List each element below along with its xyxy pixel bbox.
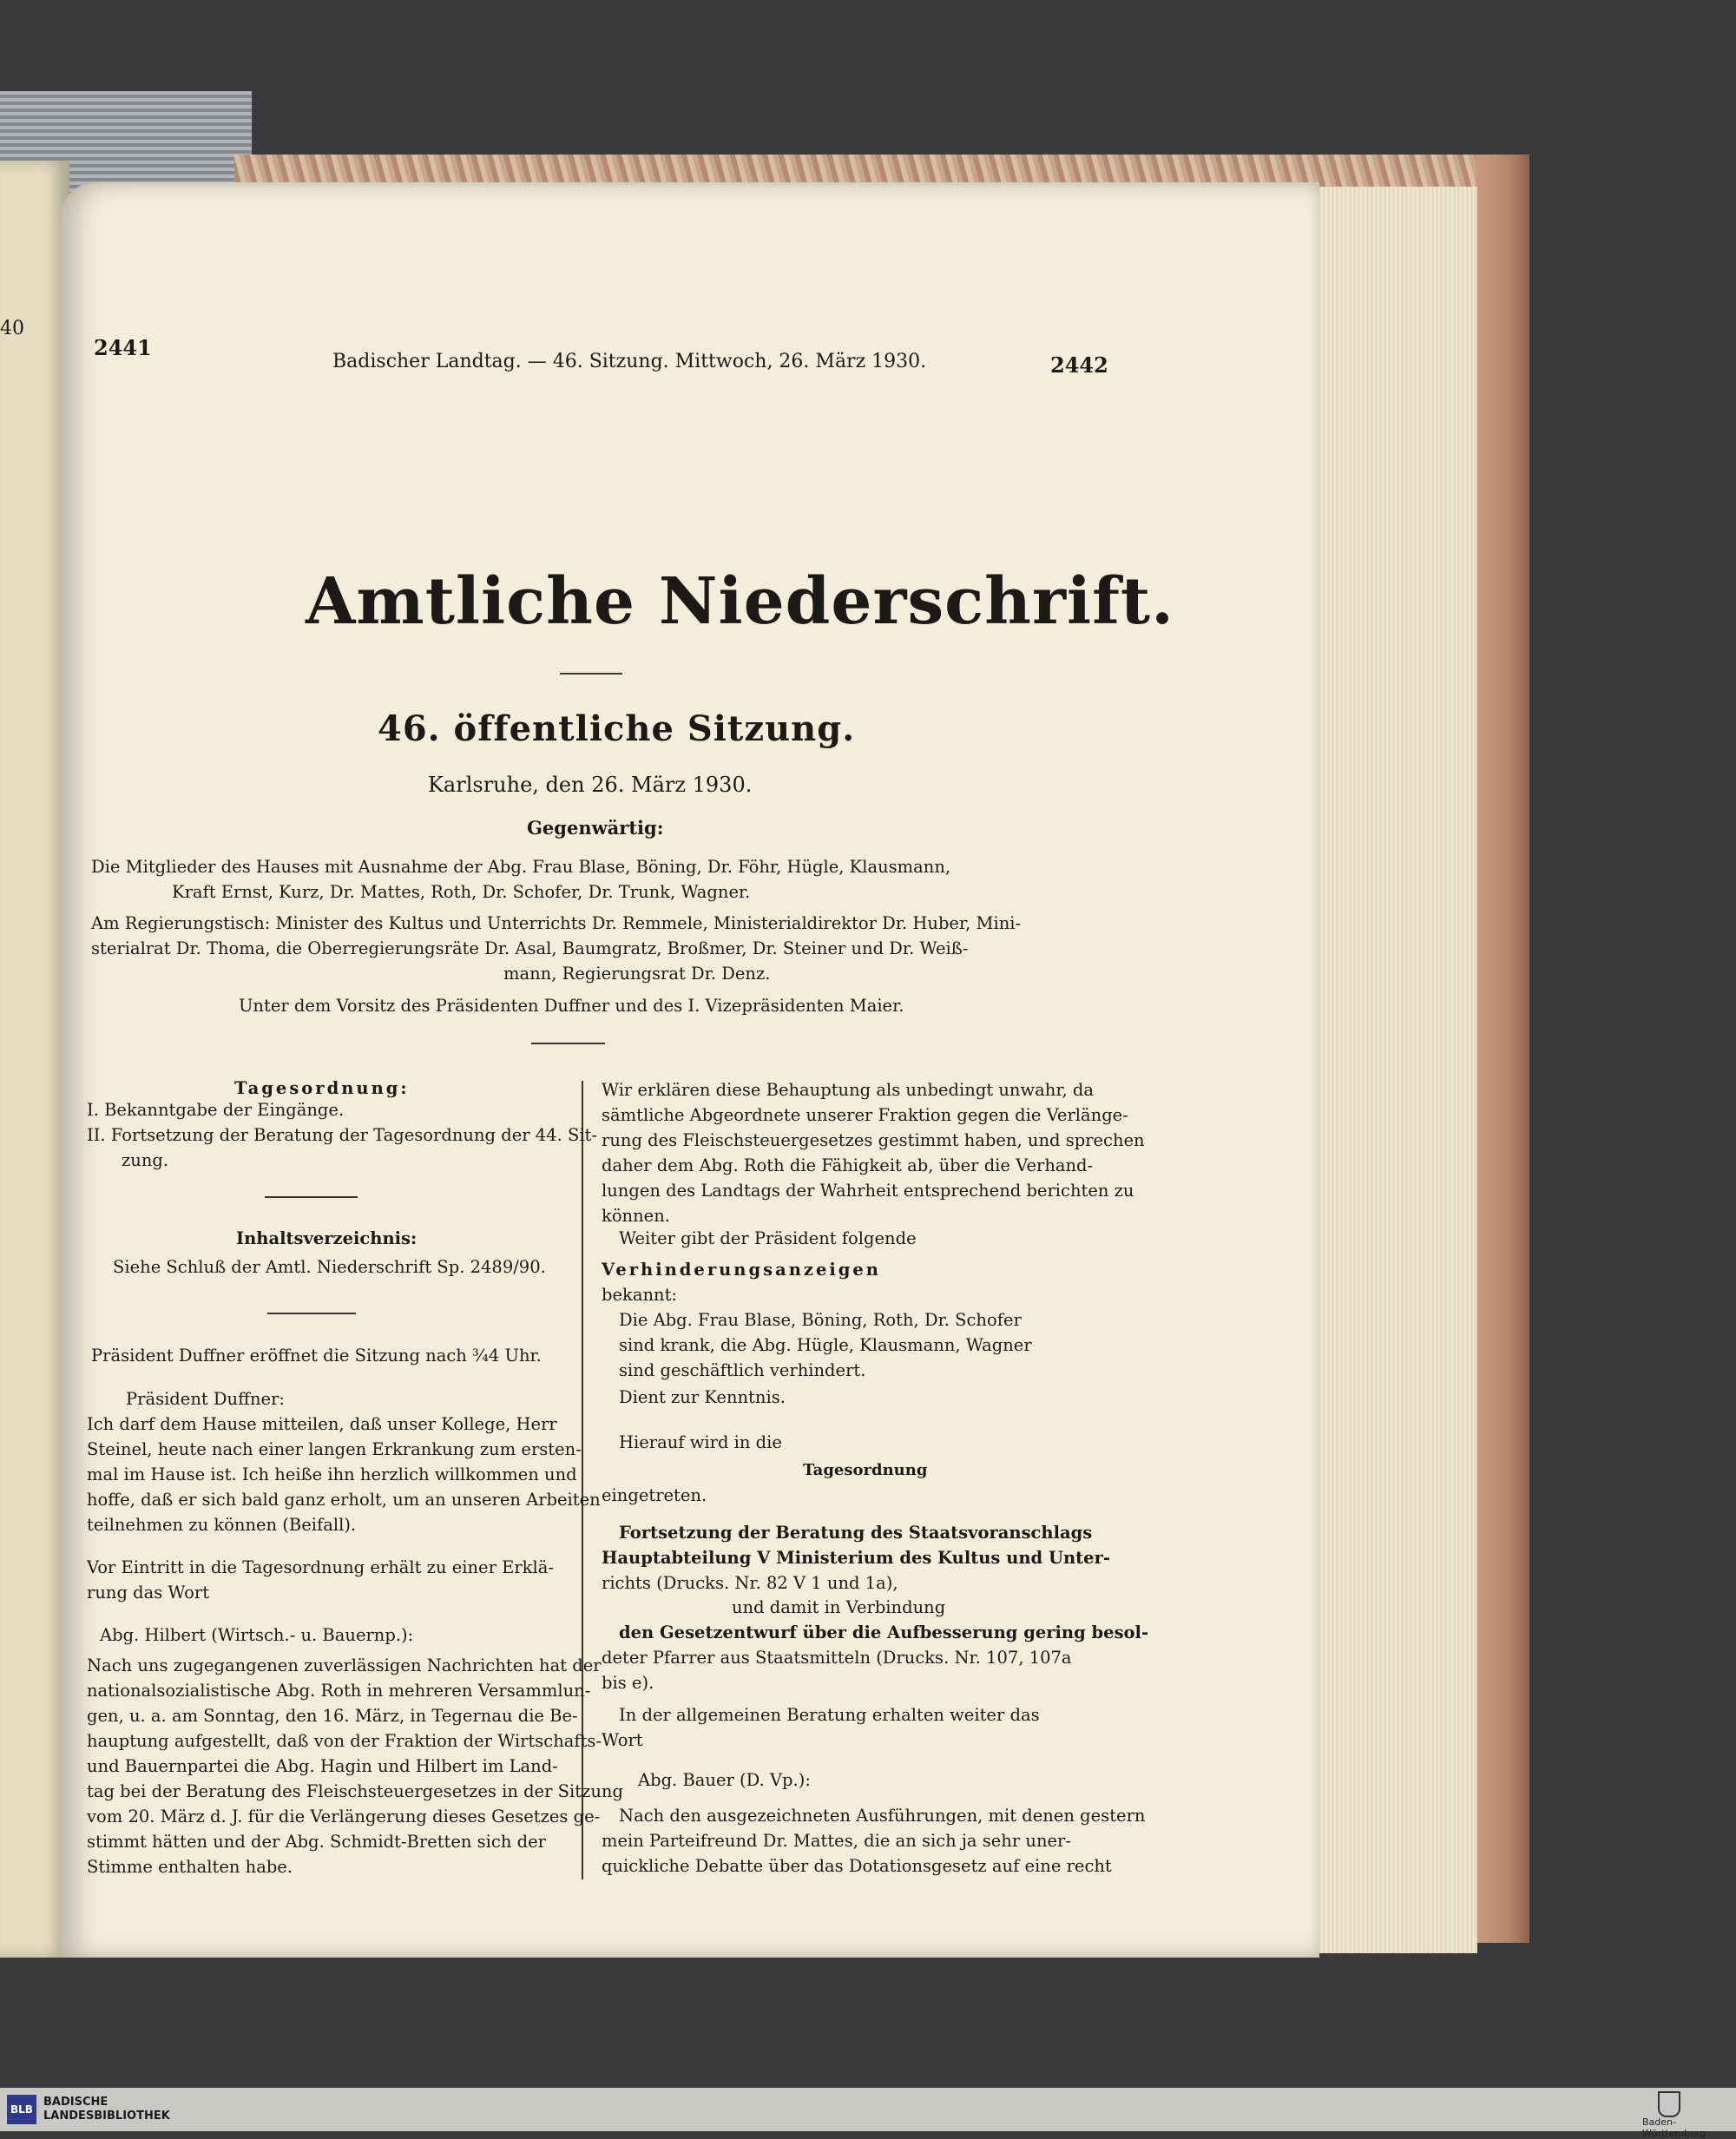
library-name-line-2: LANDESBIBLIOTHEK	[43, 2109, 170, 2123]
opening-line: Präsident Duffner eröffnet die Sitzung nach ¾4 Uhr.	[91, 1346, 542, 1366]
title-rule	[560, 673, 622, 675]
section-rule	[531, 1043, 605, 1044]
budget-line-2: Hauptabteilung V Ministerium des Kultus und Unter-	[602, 1548, 1110, 1568]
place-date: Karlsruhe, den 26. März 1930.	[428, 773, 753, 797]
reply-line-2: sämtliche Abgeordnete unserer Fraktion gegen die Verlänge-	[602, 1105, 1128, 1125]
absence-line-4: sind geschäftlich verhindert.	[619, 1360, 866, 1380]
page-block-edge	[1311, 187, 1477, 1953]
state-crest-icon	[1658, 2091, 1680, 2117]
budget-line-1: Fortsetzung der Beratung des Staatsvoranschlags	[619, 1523, 1093, 1543]
agenda-word: Tagesordnung	[803, 1461, 928, 1479]
bill-line-1: den Gesetzentwurf über die Aufbesserung gering besol-	[619, 1622, 1149, 1642]
hilbert-line-7: vom 20. März d. J. für die Verlängerung dieses Gesetzes ge-	[87, 1807, 601, 1826]
absence-heading: Verhinderungsanzeigen	[602, 1260, 881, 1280]
hilbert-line-6: tag bei der Beratung des Fleischsteuergesetzes in der Sitzung	[87, 1781, 623, 1801]
hilbert-line-2: nationalsozialistische Abg. Roth in mehreren Versammlun-	[87, 1681, 591, 1701]
president-label: Präsident Duffner:	[126, 1389, 285, 1409]
connection-line: und damit in Verbindung	[732, 1597, 946, 1617]
president-line-3: mal im Hause ist. Ich heiße ihn herzlich willkommen und	[87, 1464, 577, 1484]
general-line-1: In der allgemeinen Beratung erhalten weiter das	[619, 1705, 1040, 1725]
right-page-number: 2442	[1050, 352, 1108, 378]
bill-line-2: deter Pfarrer aus Staatsmitteln (Drucks. Nr. 107, 107a	[602, 1648, 1072, 1668]
agenda-heading: Tagesordnung:	[234, 1078, 410, 1098]
chair-line: Unter dem Vorsitz des Präsidenten Duffner und des I. Vizepräsidenten Maier.	[239, 996, 904, 1016]
bauer-line-1: Nach den ausgezeichneten Ausführungen, mit denen gestern	[619, 1806, 1146, 1826]
session-title: 46. öffentliche Sitzung.	[378, 708, 856, 749]
agenda-line-3: zung.	[122, 1150, 169, 1170]
library-name	[43, 2096, 170, 2123]
president-notice: Weiter gibt der Präsident folgende	[619, 1228, 917, 1248]
bauer-line-3: quickliche Debatte über das Dotationsgesetz auf eine recht	[602, 1856, 1112, 1876]
government-line-1: Am Regierungstisch: Minister des Kultus und Unterrichts Dr. Remmele, Ministerialdirektor Dr. Huber, Mini-	[91, 913, 1022, 933]
president-line-5: teilnehmen zu können (Beifall).	[87, 1515, 357, 1535]
reply-line-3: rung des Fleischsteuergesetzes gestimmt haben, und sprechen	[602, 1130, 1145, 1150]
agenda-line-2: II. Fortsetzung der Beratung der Tagesordnung der 44. Sit-	[87, 1125, 597, 1145]
reply-line-6: können.	[602, 1206, 670, 1226]
viewer-footer	[0, 2088, 1736, 2139]
agenda-line-1: I. Bekanntgabe der Eingänge.	[87, 1100, 345, 1120]
contents-line: Siehe Schluß der Amtl. Niederschrift Sp. 2489/90.	[113, 1257, 546, 1277]
agenda-rule	[265, 1196, 358, 1198]
contents-heading: Inhaltsverzeichnis:	[236, 1228, 418, 1248]
government-line-2: sterialrat Dr. Thoma, die Oberregierungsräte Dr. Asal, Baumgratz, Broßmer, Dr. Steiner und Dr. Weiß-	[91, 938, 969, 958]
blb-logo-icon[interactable]: BLB	[7, 2095, 36, 2124]
left-margin-fragment: 40	[0, 318, 24, 339]
hilbert-line-4: hauptung aufgestellt, daß von der Fraktion der Wirtschafts-	[87, 1731, 602, 1751]
absence-line-2: Die Abg. Frau Blase, Böning, Roth, Dr. Schofer	[619, 1310, 1022, 1330]
bauer-label: Abg. Bauer (D. Vp.):	[638, 1770, 811, 1790]
president-line-1: Ich darf dem Hause mitteilen, daß unser Kollege, Herr	[87, 1414, 557, 1434]
noted-line: Dient zur Kenntnis.	[619, 1387, 786, 1407]
library-name-line-1: BADISCHE	[43, 2096, 108, 2109]
enter-line: Hierauf wird in die	[619, 1432, 782, 1452]
hilbert-line-3: gen, u. a. am Sonntag, den 16. März, in Tegernau die Be-	[87, 1706, 578, 1726]
absence-line-1: bekannt:	[602, 1285, 677, 1305]
reply-line-1: Wir erklären diese Behauptung als unbedingt unwahr, da	[602, 1080, 1095, 1100]
reply-line-5: lungen des Landtags der Wahrheit entsprechend berichten zu	[602, 1181, 1134, 1201]
column-divider	[582, 1081, 583, 1879]
budget-line-3: richts (Drucks. Nr. 82 V 1 und 1a),	[602, 1573, 898, 1593]
reply-line-4: daher dem Abg. Roth die Fähigkeit ab, über die Verhand-	[602, 1155, 1094, 1175]
left-page-number: 2441	[94, 335, 152, 360]
bauer-line-2: mein Parteifreund Dr. Mattes, die an sich ja sehr uner-	[602, 1831, 1071, 1851]
declaration-line-2: rung das Wort	[87, 1583, 210, 1603]
absence-line-3: sind krank, die Abg. Hügle, Klausmann, Wagner	[619, 1335, 1032, 1355]
president-line-2: Steinel, heute nach einer langen Erkrankung zum ersten-	[87, 1439, 582, 1459]
bill-line-3: bis e).	[602, 1673, 654, 1693]
declaration-line-1: Vor Eintritt in die Tagesordnung erhält zu einer Erklä-	[87, 1557, 554, 1577]
members-line-2: Kraft Ernst, Kurz, Dr. Mattes, Roth, Dr. Schofer, Dr. Trunk, Wagner.	[172, 882, 751, 902]
hilbert-line-1: Nach uns zugegangenen zuverlässigen Nachrichten hat der	[87, 1655, 602, 1675]
left-page-edge	[0, 161, 69, 1958]
hilbert-line-9: Stimme enthalten habe.	[87, 1857, 293, 1877]
book-cover-right	[1476, 155, 1529, 1943]
general-line-2: Wort	[602, 1730, 643, 1750]
hilbert-line-5: und Bauernpartei die Abg. Hagin und Hilbert im Land-	[87, 1756, 558, 1776]
hilbert-label: Abg. Hilbert (Wirtsch.- u. Bauernp.):	[100, 1625, 414, 1645]
members-line-1: Die Mitglieder des Hauses mit Ausnahme der Abg. Frau Blase, Böning, Dr. Föhr, Hügle, Klausmann,	[91, 857, 951, 877]
government-line-3: mann, Regierungsrat Dr. Denz.	[503, 964, 771, 984]
entered-line: eingetreten.	[602, 1485, 707, 1505]
present-heading: Gegenwärtig:	[527, 817, 664, 839]
contents-rule	[267, 1313, 356, 1314]
running-title: Badischer Landtag. — 46. Sitzung. Mittwoch, 26. März 1930.	[332, 351, 927, 372]
hilbert-line-8: stimmt hätten und der Abg. Schmidt-Bretten sich der	[87, 1832, 546, 1852]
president-line-4: hoffe, daß er sich bald ganz erholt, um an unseren Arbeiten	[87, 1490, 601, 1510]
document-title: Amtliche Niederschrift.	[306, 564, 1174, 639]
state-name: Baden-Württemberg	[1642, 2116, 1706, 2139]
